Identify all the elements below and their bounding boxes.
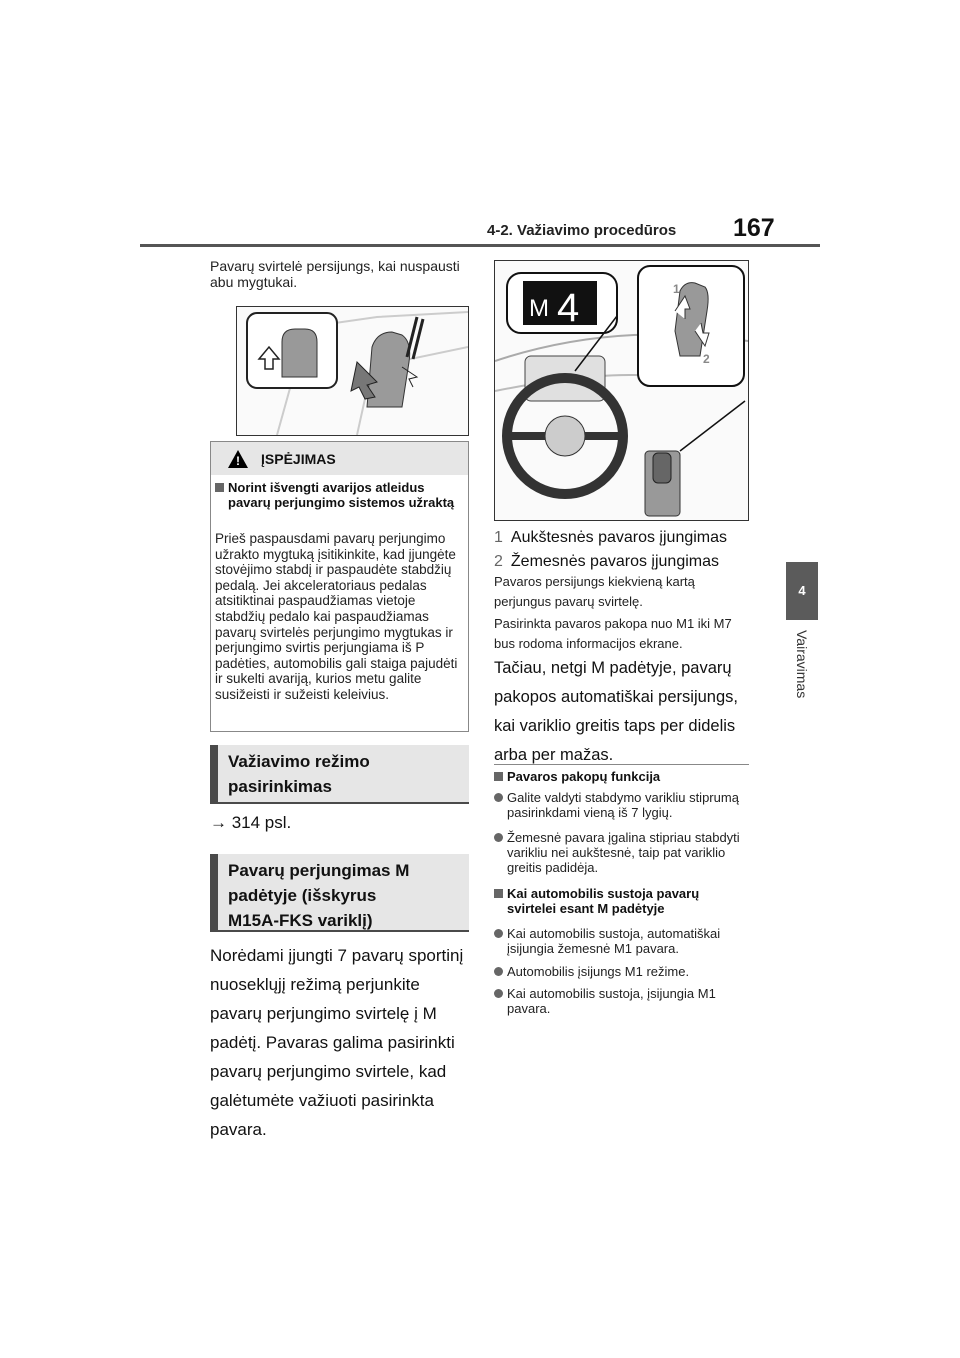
note-bullet-2: Žemesnė pavara įgalina stipriau stabdyti varikliu nei aukštesnė, taip pat variklio greitis padidėja. — [494, 830, 762, 875]
dot-bullet-icon — [494, 967, 503, 976]
dot-bullet-icon — [494, 989, 503, 998]
upshift-mark: 1 — [673, 282, 680, 296]
warning-header — [211, 442, 468, 475]
note-bullet-5: Kai automobilis sustoja, įsijungia M1 pavara. — [494, 986, 762, 1016]
page-number: 167 — [733, 214, 775, 242]
chapter-label: Vairavimas — [794, 630, 810, 699]
chapter-tab: 4 — [786, 562, 818, 620]
shift-note-2: Pasirinkta pavaros pakopa nuo M1 iki M7 bus rodoma informacijos ekrane. — [494, 616, 732, 651]
list-item-upshift: 1 Aukštesnės pavaros įjungimas — [494, 529, 728, 546]
shift-lever-illustration — [236, 306, 469, 436]
notes-divider — [494, 764, 749, 765]
shift-note-1: Pavaros persijungs kiekvieną kartą perjungus pavarų svirtelę. — [494, 574, 695, 609]
square-bullet-icon — [215, 483, 224, 492]
section-title: 4-2. Važiavimo procedūros — [487, 222, 677, 239]
m-mode-paragraph: Norėdami įjungti 7 pavarų sportinį nuoseklųjį režimą perjunkite pavarų perjungimo svirtelę į M padėtį. Pavaras galima pasirinkti pavarų perjungimo svirtele, kad galėtumėte važiuoti pasirinkta pavara. — [210, 946, 464, 1139]
warning-title: ĮSPĖJIMAS — [261, 451, 336, 467]
dot-bullet-icon — [494, 793, 503, 802]
note-bullet-4: Automobilis įsijungs M1 režime. — [494, 964, 762, 979]
notes-heading-2: Kai automobilis sustoja pavarų svirtelei esant M padėtyje — [494, 886, 749, 916]
auto-shift-paragraph: Tačiau, netgi M padėtyje, pavarų pakopos automatiškai persijungs, kai variklio greitis taps per didelis arba per mažas. — [494, 659, 738, 764]
warning-body: Prieš paspausdami pavarų perjungimo užrakto mygtuką įsitikinkite, kad įjungėte stovėjimo stabdį ir paspaudėte stabdžių pedalą. Jei akceleratoriaus pedalas atsitiktinai paspaudžiamas vietoje stabdžių pedalo kai paspaudžiamas pavarų svirtelės perjungimo mygtukas ir perjungimo svirtis perjungiama iš P padėties, automobilis gali staiga pajudėti ir sukelti avariją, kurios metu galite susižeisti ir sužeisti keleivius. — [215, 531, 458, 702]
list-item-downshift: 2 Žemesnės pavaros įjungimas — [494, 553, 719, 570]
gear-display-m: M — [529, 295, 549, 322]
note-bullet-3: Kai automobilis sustoja, automatiškai įsijungia žemesnė M1 pavara. — [494, 926, 762, 956]
section-heading-drive-mode: Važiavimo režimo pasirinkimas — [210, 745, 469, 804]
warning-box — [210, 441, 469, 732]
cockpit-drawing — [495, 261, 748, 520]
cockpit-illustration — [494, 260, 749, 521]
warning-subhead: Norint išvengti avarijos atleidus pavarų perjungimo sistemos užraktą — [215, 480, 465, 510]
intro-text: Pavarų svirtelė persijungs, kai nuspausti abu mygtukai. — [210, 258, 460, 290]
warning-icon: ! — [228, 450, 248, 468]
section-heading-m-mode: Pavarų perjungimas M padėtyje (išskyrus M15A-FKS variklį) — [210, 854, 469, 932]
dot-bullet-icon — [494, 833, 503, 842]
page-reference: → 314 psl. — [210, 813, 292, 832]
notes-heading-1: Pavaros pakopų funkcija — [494, 769, 749, 784]
square-bullet-icon — [494, 889, 503, 898]
square-bullet-icon — [494, 772, 503, 781]
note-bullet-1: Galite valdyti stabdymo varikliu stiprumą pasirinkdami vieną iš 7 lygių. — [494, 790, 762, 820]
dot-bullet-icon — [494, 929, 503, 938]
downshift-mark: 2 — [703, 352, 710, 366]
gear-display-number: 4 — [557, 286, 580, 330]
header-rule — [140, 244, 820, 247]
shift-lever-drawing — [237, 307, 468, 435]
